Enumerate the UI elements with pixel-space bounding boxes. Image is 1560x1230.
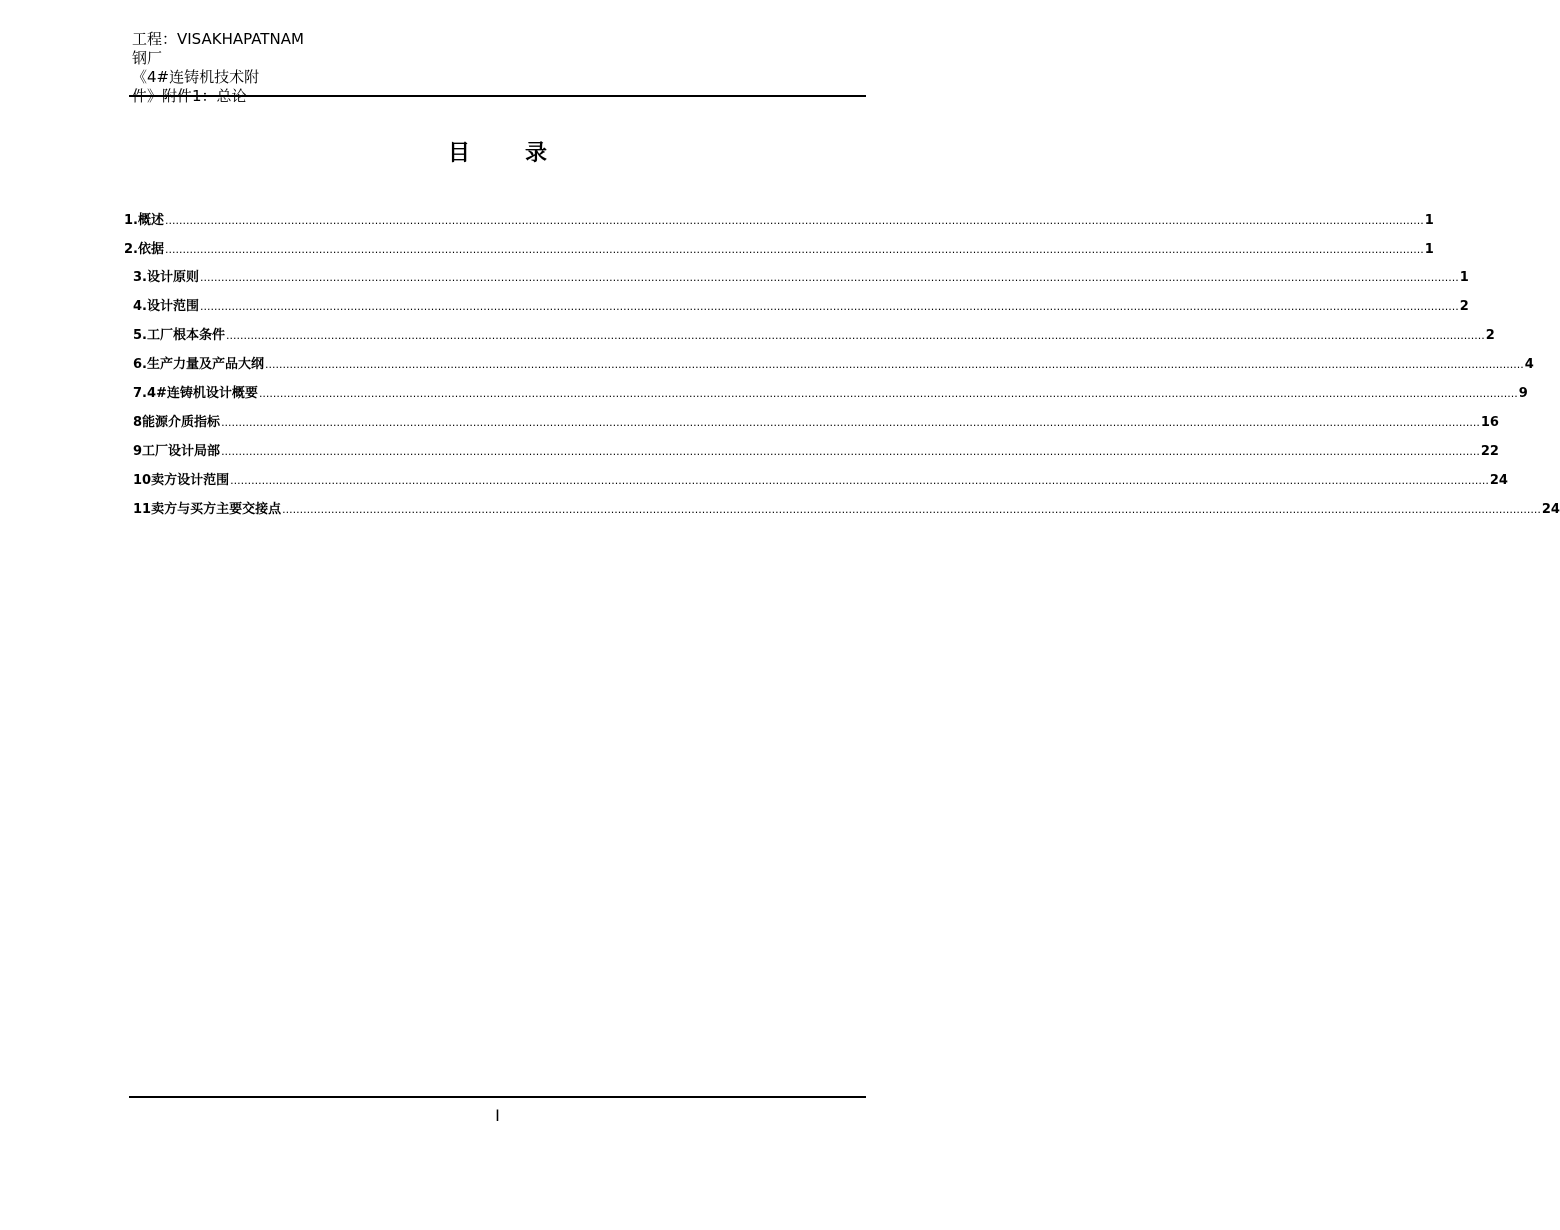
toc-entry-page: 2 xyxy=(1485,328,1495,343)
toc-entry-number: 3. xyxy=(133,270,147,285)
toc-entry-10[interactable] xyxy=(133,469,1508,489)
toc-leader-dots xyxy=(165,214,1424,227)
toc-entry-8[interactable] xyxy=(133,411,1499,431)
page-header xyxy=(132,30,332,105)
toc-leader-dots xyxy=(282,503,1541,516)
header-divider xyxy=(129,95,866,97)
header-line: 钢厂 xyxy=(132,49,163,67)
toc-title xyxy=(0,136,995,167)
toc-entry-5[interactable] xyxy=(133,324,1495,344)
page-number: I xyxy=(495,1106,500,1125)
header-line: 《4#连铸机技术附 xyxy=(132,68,260,86)
toc-entry-page: 24 xyxy=(1541,502,1560,517)
toc-entry-number: 10 xyxy=(133,473,152,488)
toc-title-char: 目 xyxy=(447,141,470,166)
toc-entry-page: 1 xyxy=(1459,270,1469,285)
toc-entry-9[interactable] xyxy=(133,440,1499,460)
toc-leader-dots xyxy=(259,387,1518,400)
toc-leader-dots xyxy=(221,416,1480,429)
toc-entry-number: 11 xyxy=(133,502,152,517)
toc-entry-label: 4#连铸机设计概要 xyxy=(146,386,258,401)
toc-entry-number: 1. xyxy=(124,213,138,228)
toc-leader-dots xyxy=(230,474,1489,487)
toc-entry-number: 9 xyxy=(133,444,143,459)
toc-entry-page: 4 xyxy=(1524,357,1534,372)
toc-entry-3[interactable] xyxy=(133,266,1469,286)
toc-entry-label: 工厂设计局部 xyxy=(142,444,221,459)
toc-entry-11[interactable] xyxy=(133,498,1560,518)
toc-entry-label: 生产力量及产品大纲 xyxy=(146,357,264,372)
toc-entry-label: 工厂根本条件 xyxy=(146,328,225,343)
toc-leader-dots xyxy=(165,243,1424,256)
toc-entry-2[interactable] xyxy=(124,238,1434,258)
toc-entry-4[interactable] xyxy=(133,295,1469,315)
toc-entry-page: 9 xyxy=(1518,386,1528,401)
toc-entry-label: 概述 xyxy=(137,213,164,228)
header-line: 件》附件1：总论 xyxy=(132,87,247,105)
footer-divider xyxy=(129,1096,866,1098)
toc-leader-dots xyxy=(200,271,1459,284)
toc-entry-number: 8 xyxy=(133,415,143,430)
toc-leader-dots xyxy=(200,300,1459,313)
toc-entry-page: 16 xyxy=(1480,415,1499,430)
toc-leader-dots xyxy=(226,329,1485,342)
toc-leader-dots xyxy=(221,445,1480,458)
toc-entry-6[interactable] xyxy=(133,353,1534,373)
toc-entry-number: 7. xyxy=(133,386,147,401)
header-line: 工程：VISAKHAPATNAM xyxy=(132,30,304,48)
toc-entry-page: 1 xyxy=(1424,242,1434,257)
toc-entry-page: 22 xyxy=(1480,444,1499,459)
toc-entry-label: 卖方与买方主要交接点 xyxy=(151,502,282,517)
toc-entry-label: 卖方设计范围 xyxy=(151,473,230,488)
toc-title-char: 录 xyxy=(525,141,548,166)
toc-entry-page: 2 xyxy=(1459,299,1469,314)
toc-entry-page: 24 xyxy=(1489,473,1508,488)
toc-entry-1[interactable] xyxy=(124,209,1434,229)
toc-entry-label: 依据 xyxy=(137,242,164,257)
toc-entry-page: 1 xyxy=(1424,213,1434,228)
toc-entry-number: 5. xyxy=(133,328,147,343)
toc-leader-dots xyxy=(265,358,1524,371)
toc-entry-number: 6. xyxy=(133,357,147,372)
toc-entry-number: 2. xyxy=(124,242,138,257)
toc-entry-label: 设计原则 xyxy=(146,270,199,285)
toc-entry-7[interactable] xyxy=(133,382,1528,402)
toc-entry-number: 4. xyxy=(133,299,147,314)
toc-entry-label: 能源介质指标 xyxy=(142,415,221,430)
toc-entry-label: 设计范围 xyxy=(146,299,199,314)
